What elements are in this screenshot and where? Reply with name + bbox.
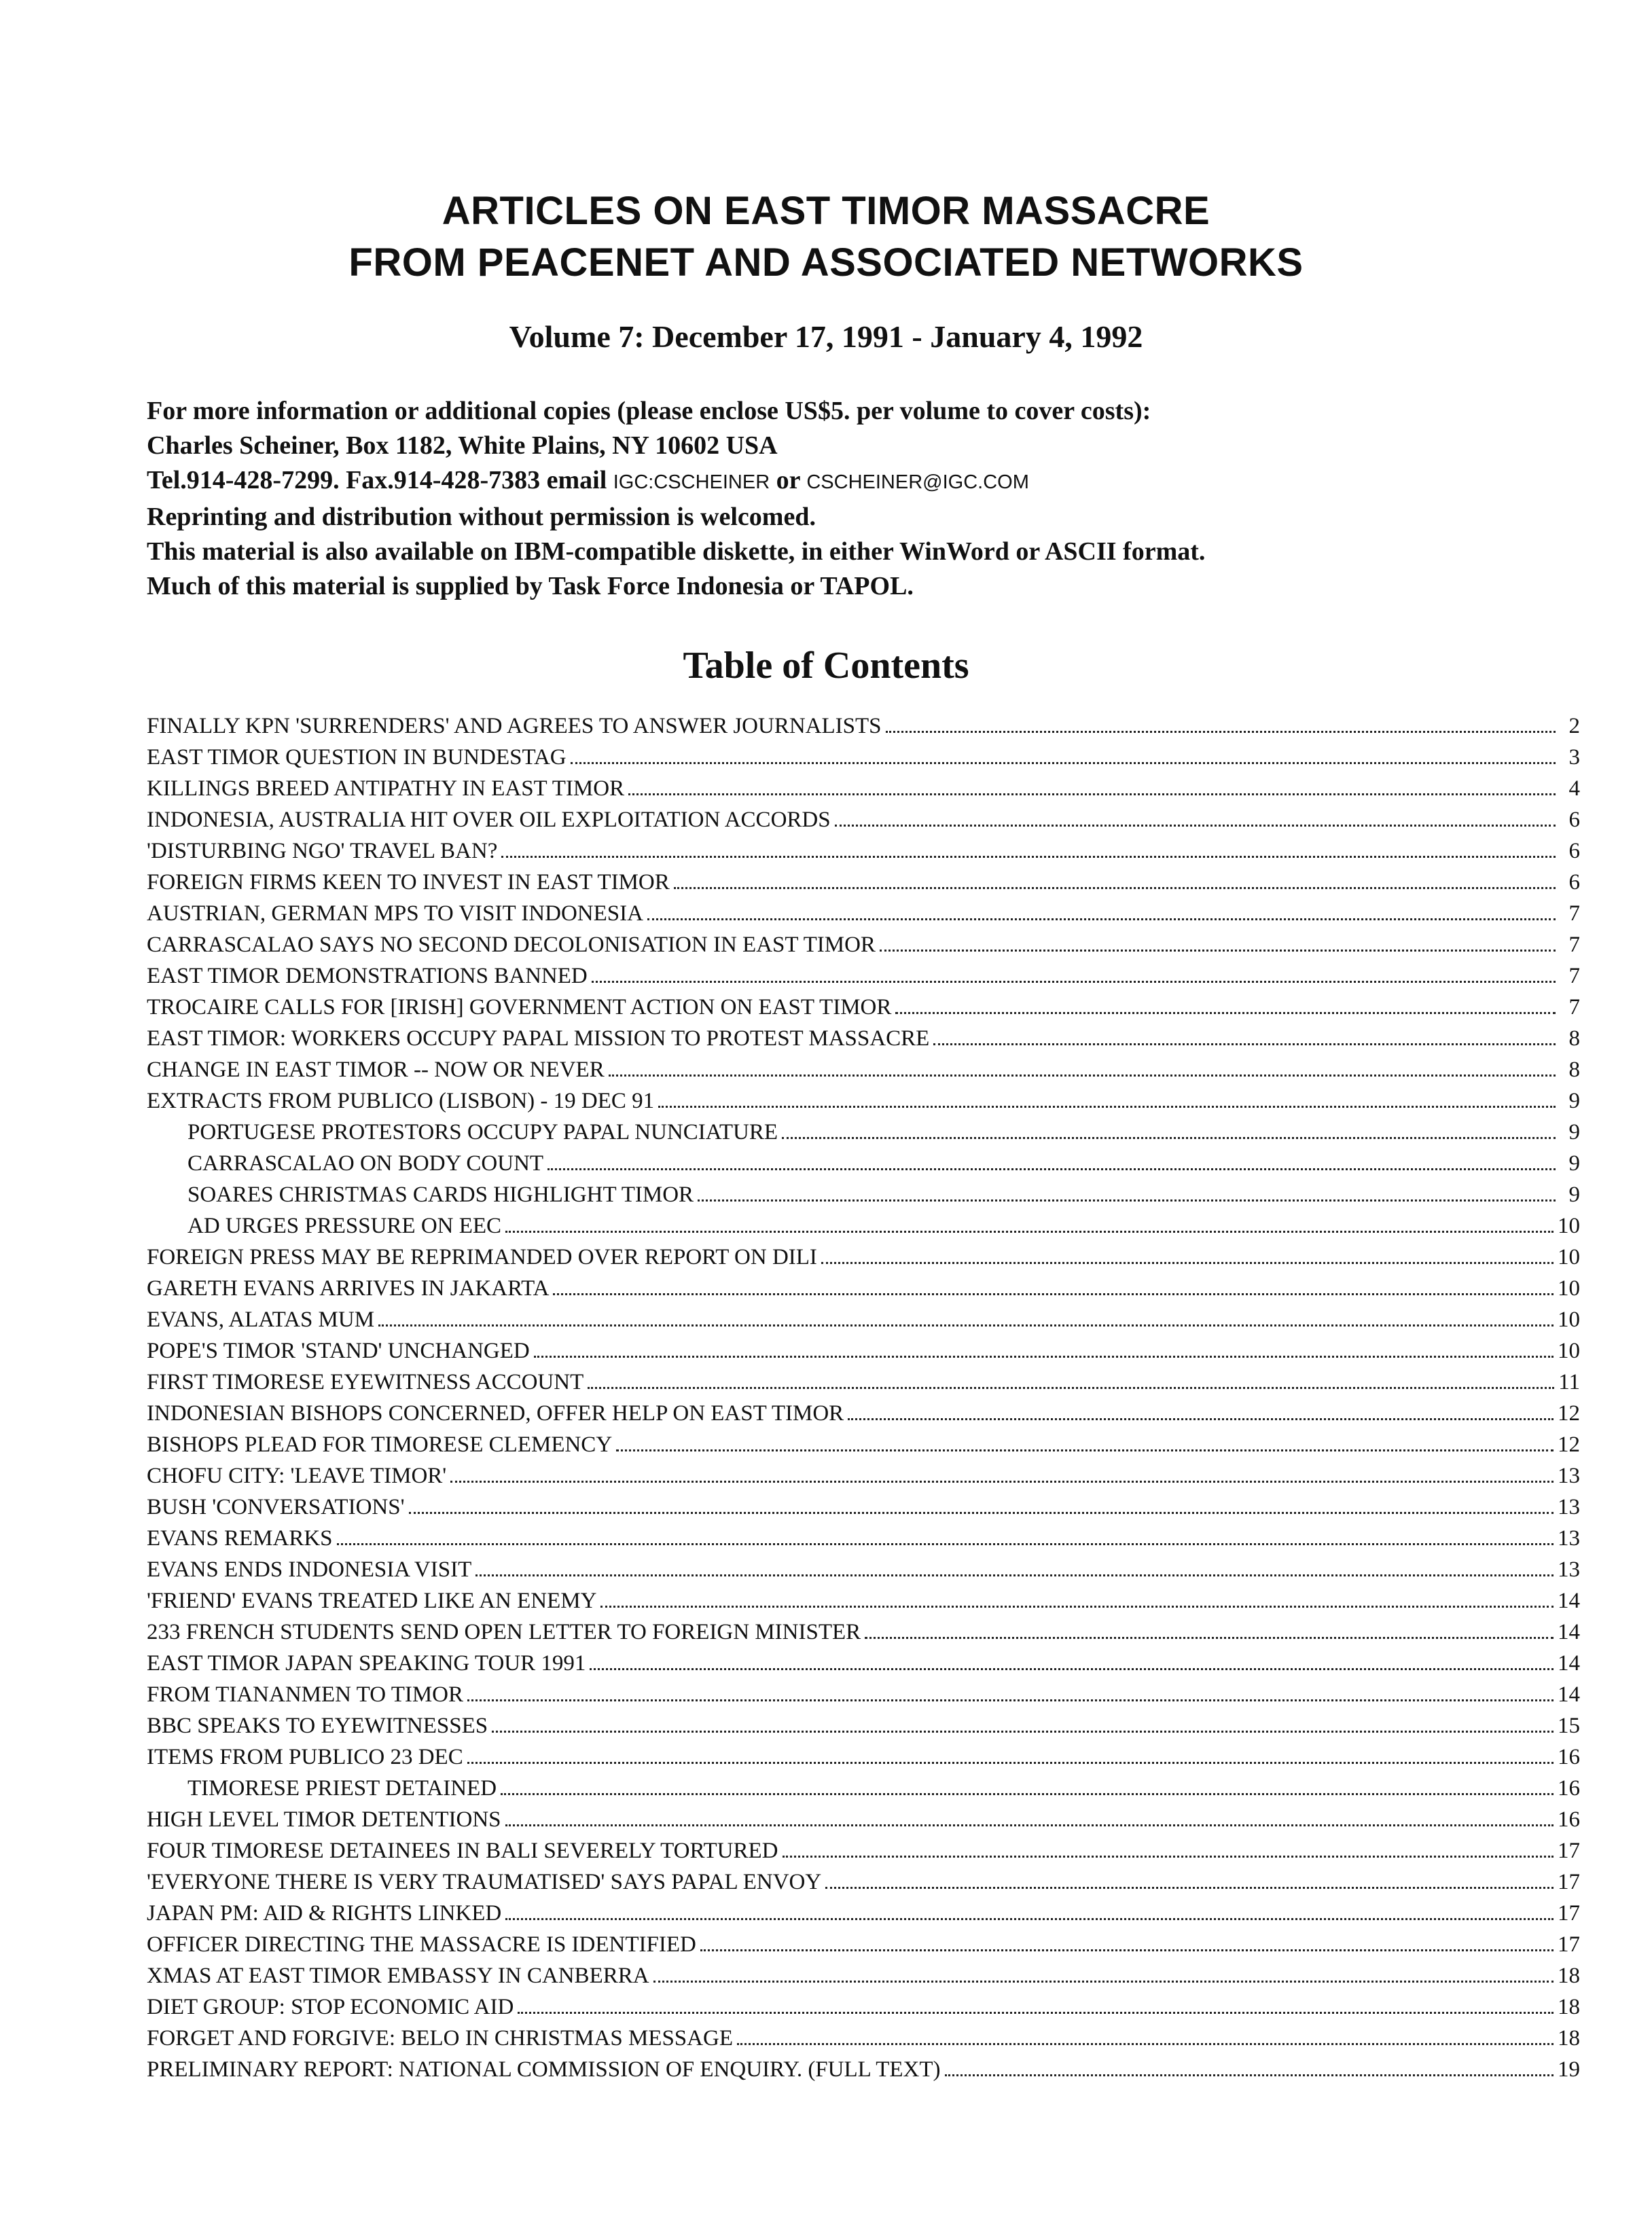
toc-entry[interactable]: [147, 1710, 1580, 1741]
toc-dot-leader: [945, 2074, 1554, 2076]
toc-entry[interactable]: [147, 1148, 1580, 1179]
toc-dot-leader: [505, 1231, 1554, 1233]
toc-entry-page: 7: [1568, 964, 1580, 988]
toc-entry-title: DIET GROUP: STOP ECONOMIC AID: [147, 1995, 514, 2019]
toc-entry-title: EAST TIMOR DEMONSTRATIONS BANNED: [147, 964, 588, 988]
toc-entry-title: EVANS REMARKS: [147, 1526, 333, 1551]
toc-entry[interactable]: [147, 1429, 1580, 1460]
toc-entry[interactable]: [147, 1741, 1580, 1773]
toc-entry[interactable]: [147, 1617, 1580, 1648]
toc-entry[interactable]: [147, 1960, 1580, 1991]
toc-dot-leader: [821, 1262, 1554, 1264]
toc-entry[interactable]: [147, 1585, 1580, 1617]
toc-entry-title: FOUR TIMORESE DETAINEES IN BALI SEVERELY TORTURED: [147, 1839, 778, 1863]
toc-entry-page: 7: [1568, 933, 1580, 957]
toc-dot-leader: [880, 950, 1556, 952]
toc-dot-leader: [600, 1606, 1554, 1608]
toc-dot-leader: [737, 2043, 1554, 2045]
toc-entry-page: 9: [1568, 1089, 1580, 1113]
toc-entry-page: 7: [1568, 901, 1580, 926]
toc-dot-leader: [848, 1418, 1554, 1420]
toc-dot-leader: [588, 1387, 1554, 1389]
toc-entry[interactable]: [147, 1304, 1580, 1335]
toc-dot-leader: [547, 1168, 1556, 1170]
toc-entry[interactable]: [147, 867, 1580, 898]
toc-entry-page: 8: [1568, 1026, 1580, 1051]
toc-dot-leader: [835, 825, 1556, 827]
toc-entry[interactable]: [147, 1460, 1580, 1492]
toc-dot-leader: [467, 1699, 1554, 1701]
toc-entry[interactable]: [147, 992, 1580, 1023]
toc-entry[interactable]: [147, 1835, 1580, 1866]
toc-entry-title: 'FRIEND' EVANS TREATED LIKE AN ENEMY: [147, 1589, 597, 1613]
toc-dot-leader: [553, 1293, 1554, 1295]
toc-entry[interactable]: [147, 1648, 1580, 1679]
toc-entry[interactable]: [147, 1492, 1580, 1523]
toc-entry[interactable]: [147, 929, 1580, 960]
toc-dot-leader: [647, 918, 1556, 920]
toc-entry-title: INDONESIAN BISHOPS CONCERNED, OFFER HELP ON EAST TIMOR: [147, 1401, 844, 1426]
toc-entry-page: 14: [1558, 1589, 1580, 1613]
toc-dot-leader: [467, 1762, 1554, 1764]
toc-entry[interactable]: [147, 1210, 1580, 1242]
toc-dot-leader: [534, 1356, 1554, 1358]
toc-entry-title: FOREIGN PRESS MAY BE REPRIMANDED OVER REPORT ON DILI: [147, 1245, 817, 1269]
toc-entry-title: CHANGE IN EAST TIMOR -- NOW OR NEVER: [147, 1058, 605, 1082]
toc-dot-leader: [653, 1981, 1554, 1983]
toc-entry[interactable]: [147, 1929, 1580, 1960]
toc-entry[interactable]: [147, 2054, 1580, 2085]
info-line-diskette: This material is also available on IBM-compatible diskette, in either WinWord or ASCII format.: [147, 537, 1206, 566]
toc-dot-leader: [590, 1668, 1554, 1670]
toc-entry-title: EAST TIMOR: WORKERS OCCUPY PAPAL MISSION TO PROTEST MASSACRE: [147, 1026, 930, 1051]
toc-entry-page: 10: [1558, 1276, 1580, 1301]
toc-entry-title: GARETH EVANS ARRIVES IN JAKARTA: [147, 1276, 550, 1301]
toc-entry-title: OFFICER DIRECTING THE MASSACRE IS IDENTIFIED: [147, 1932, 696, 1957]
toc-entry-page: 18: [1558, 1995, 1580, 2019]
toc-entry[interactable]: [147, 1335, 1580, 1367]
toc-entry-title: EAST TIMOR JAPAN SPEAKING TOUR 1991: [147, 1651, 586, 1676]
toc-entry[interactable]: [147, 1023, 1580, 1054]
toc-entry-title: EXTRACTS FROM PUBLICO (LISBON) - 19 DEC 91: [147, 1089, 655, 1113]
toc-dot-leader: [674, 887, 1556, 889]
toc-entry-page: 16: [1558, 1776, 1580, 1801]
toc-entry[interactable]: [147, 1367, 1580, 1398]
toc-entry-title: BISHOPS PLEAD FOR TIMORESE CLEMENCY: [147, 1432, 613, 1457]
info-line-copies: For more information or additional copies (please enclose US$5. per volume to cover costs):: [147, 397, 1151, 425]
toc-entry-page: 6: [1568, 870, 1580, 895]
toc-dot-leader: [501, 856, 1556, 858]
toc-dot-leader: [505, 1918, 1554, 1920]
document-title-line-1: ARTICLES ON EAST TIMOR MASSACRE: [442, 189, 1210, 233]
email-address[interactable]: CSCHEINER@IGC.COM: [806, 471, 1029, 493]
toc-entry-title: CHOFU CITY: 'LEAVE TIMOR': [147, 1464, 447, 1488]
contact-info-block: [147, 394, 1539, 604]
toc-entry-page: 14: [1558, 1620, 1580, 1644]
toc-entry[interactable]: [147, 742, 1580, 773]
toc-entry-title: FIRST TIMORESE EYEWITNESS ACCOUNT: [147, 1370, 584, 1394]
toc-entry-page: 6: [1568, 839, 1580, 863]
toc-entry-title: FROM TIANANMEN TO TIMOR: [147, 1682, 464, 1707]
toc-entry-title: TIMORESE PRIEST DETAINED: [187, 1776, 497, 1801]
toc-entry-page: 13: [1558, 1464, 1580, 1488]
toc-entry-title: AD URGES PRESSURE ON EEC: [187, 1214, 502, 1238]
toc-entry[interactable]: [147, 1273, 1580, 1304]
toc-entry-title: HIGH LEVEL TIMOR DETENTIONS: [147, 1807, 501, 1832]
toc-entry-page: 13: [1558, 1526, 1580, 1551]
toc-entry-page: 8: [1568, 1058, 1580, 1082]
toc-entry-title: 233 FRENCH STUDENTS SEND OPEN LETTER TO FOREIGN MINISTER: [147, 1620, 861, 1644]
toc-entry-page: 4: [1568, 776, 1580, 801]
toc-entry[interactable]: [147, 1398, 1580, 1429]
toc-dot-leader: [505, 1824, 1554, 1826]
toc-entry-page: 12: [1558, 1401, 1580, 1426]
toc-entry-page: 16: [1558, 1807, 1580, 1832]
toc-entry-title: BBC SPEAKS TO EYEWITNESSES: [147, 1714, 488, 1738]
toc-entry-page: 10: [1558, 1214, 1580, 1238]
toc-entry-title: EAST TIMOR QUESTION IN BUNDESTAG: [147, 745, 567, 770]
info-line-reprinting: Reprinting and distribution without permission is welcomed.: [147, 503, 816, 531]
toc-dot-leader: [933, 1043, 1556, 1045]
toc-entry-title: CARRASCALAO SAYS NO SECOND DECOLONISATION IN EAST TIMOR: [147, 933, 876, 957]
toc-dot-leader: [658, 1106, 1556, 1108]
toc-entry-page: 10: [1558, 1245, 1580, 1269]
toc-entry[interactable]: [147, 898, 1580, 929]
toc-entry-page: 18: [1558, 1964, 1580, 1988]
toc-entry-title: 'EVERYONE THERE IS VERY TRAUMATISED' SAYS PAPAL ENVOY: [147, 1870, 822, 1894]
toc-dot-leader: [628, 793, 1556, 795]
toc-entry[interactable]: [147, 1773, 1580, 1804]
toc-entry-page: 18: [1558, 2026, 1580, 2051]
toc-dot-leader: [492, 1731, 1554, 1733]
toc-dot-leader: [825, 1887, 1554, 1889]
toc-entry[interactable]: [147, 1554, 1580, 1585]
toc-entry-page: 2: [1568, 714, 1580, 738]
toc-entry-page: 17: [1558, 1839, 1580, 1863]
toc-dot-leader: [501, 1793, 1554, 1795]
toc-entry-title: TROCAIRE CALLS FOR [IRISH] GOVERNMENT ACTION ON EAST TIMOR: [147, 995, 892, 1019]
toc-entry[interactable]: [147, 835, 1580, 867]
toc-entry-title: 'DISTURBING NGO' TRAVEL BAN?: [147, 839, 498, 863]
toc-dot-leader: [865, 1637, 1554, 1639]
toc-dot-leader: [783, 1856, 1554, 1858]
toc-entry-page: 13: [1558, 1495, 1580, 1519]
toc-entry-title: JAPAN PM: AID & RIGHTS LINKED: [147, 1901, 502, 1926]
email-igc[interactable]: IGC:CSCHEINER: [613, 471, 770, 493]
toc-entry-page: 17: [1558, 1870, 1580, 1894]
toc-entry-page: 17: [1558, 1932, 1580, 1957]
toc-entry[interactable]: [147, 1117, 1580, 1148]
toc-dot-leader: [609, 1075, 1556, 1077]
toc-entry-title: ITEMS FROM PUBLICO 23 DEC: [147, 1745, 463, 1769]
toc-entry-title: FORGET AND FORGIVE: BELO IN CHRISTMAS MESSAGE: [147, 2026, 733, 2051]
toc-entry-title: BUSH 'CONVERSATIONS': [147, 1495, 405, 1519]
toc-entry-page: 16: [1558, 1745, 1580, 1769]
toc-entry-title: POPE'S TIMOR 'STAND' UNCHANGED: [147, 1339, 530, 1363]
toc-dot-leader: [378, 1324, 1554, 1326]
toc-entry-page: 19: [1558, 2057, 1580, 2082]
toc-entry[interactable]: [147, 1242, 1580, 1273]
toc-entry-page: 6: [1568, 808, 1580, 832]
toc-entry-title: EVANS, ALATAS MUM: [147, 1307, 375, 1332]
toc-entry[interactable]: [147, 1991, 1580, 2023]
toc-heading: Table of Contents: [683, 645, 969, 687]
toc-entry[interactable]: [147, 1523, 1580, 1554]
document-title-line-2: FROM PEACENET AND ASSOCIATED NETWORKS: [348, 240, 1304, 285]
toc-entry[interactable]: [147, 2023, 1580, 2054]
toc-dot-leader: [337, 1543, 1554, 1545]
toc-entry[interactable]: [147, 1804, 1580, 1835]
toc-dot-leader: [518, 2012, 1554, 2014]
toc-entry-title: INDONESIA, AUSTRALIA HIT OVER OIL EXPLOITATION ACCORDS: [147, 808, 831, 832]
toc-entry[interactable]: [147, 804, 1580, 835]
toc-entry-title: PRELIMINARY REPORT: NATIONAL COMMISSION OF ENQUIRY. (FULL TEXT): [147, 2057, 941, 2082]
toc-dot-leader: [450, 1481, 1554, 1483]
toc-entry-page: 14: [1558, 1651, 1580, 1676]
toc-entry-page: 9: [1568, 1120, 1580, 1144]
email-or-text: or: [770, 466, 807, 494]
toc-dot-leader: [700, 1949, 1554, 1951]
toc-entry[interactable]: [147, 1898, 1580, 1929]
toc-entry-page: 14: [1558, 1682, 1580, 1707]
toc-entry-page: 3: [1568, 745, 1580, 770]
toc-entry[interactable]: [147, 1866, 1580, 1898]
toc-entry[interactable]: [147, 1179, 1580, 1210]
info-line-address: Charles Scheiner, Box 1182, White Plains, NY 10602 USA: [147, 431, 778, 460]
toc-entry-page: 15: [1558, 1714, 1580, 1738]
volume-subtitle: Volume 7: December 17, 1991 - January 4, 1992: [509, 319, 1143, 354]
toc-entry-title: XMAS AT EAST TIMOR EMBASSY IN CANBERRA: [147, 1964, 649, 1988]
toc-entry-page: 9: [1568, 1151, 1580, 1176]
toc-entry-title: SOARES CHRISTMAS CARDS HIGHLIGHT TIMOR: [187, 1182, 694, 1207]
toc-entry-page: 9: [1568, 1182, 1580, 1207]
phone-fax-text: Tel.914-428-7299. Fax.914-428-7383 email: [147, 466, 613, 494]
toc-dot-leader: [571, 762, 1556, 764]
toc-dot-leader: [592, 981, 1556, 983]
toc-entry-page: 11: [1558, 1370, 1580, 1394]
table-of-contents: [147, 710, 1580, 2085]
toc-entry-title: FINALLY KPN 'SURRENDERS' AND AGREES TO ANSWER JOURNALISTS: [147, 714, 882, 738]
toc-entry[interactable]: [147, 1054, 1580, 1085]
toc-entry-page: 13: [1558, 1557, 1580, 1582]
toc-entry-page: 10: [1558, 1339, 1580, 1363]
toc-dot-leader: [886, 731, 1556, 733]
toc-dot-leader: [895, 1012, 1556, 1014]
toc-entry[interactable]: [147, 1085, 1580, 1117]
toc-entry-page: 7: [1568, 995, 1580, 1019]
toc-dot-leader: [782, 1137, 1556, 1139]
toc-entry-title: CARRASCALAO ON BODY COUNT: [187, 1151, 544, 1176]
toc-entry-title: AUSTRIAN, GERMAN MPS TO VISIT INDONESIA: [147, 901, 643, 926]
toc-entry-title: EVANS ENDS INDONESIA VISIT: [147, 1557, 472, 1582]
toc-dot-leader: [616, 1449, 1554, 1451]
toc-entry-title: PORTUGESE PROTESTORS OCCUPY PAPAL NUNCIATURE: [187, 1120, 778, 1144]
toc-entry[interactable]: [147, 710, 1580, 742]
toc-entry[interactable]: [147, 960, 1580, 992]
toc-entry[interactable]: [147, 773, 1580, 804]
toc-dot-leader: [475, 1574, 1554, 1576]
info-line-source: Much of this material is supplied by Task Force Indonesia or TAPOL.: [147, 572, 914, 600]
toc-entry-title: KILLINGS BREED ANTIPATHY IN EAST TIMOR: [147, 776, 625, 801]
toc-entry[interactable]: [147, 1679, 1580, 1710]
toc-entry-page: 10: [1558, 1307, 1580, 1332]
toc-entry-title: FOREIGN FIRMS KEEN TO INVEST IN EAST TIMOR: [147, 870, 670, 895]
toc-entry-page: 12: [1558, 1432, 1580, 1457]
toc-entry-page: 17: [1558, 1901, 1580, 1926]
info-line-contact: [147, 463, 1539, 500]
toc-dot-leader: [698, 1199, 1556, 1202]
toc-dot-leader: [409, 1512, 1554, 1514]
